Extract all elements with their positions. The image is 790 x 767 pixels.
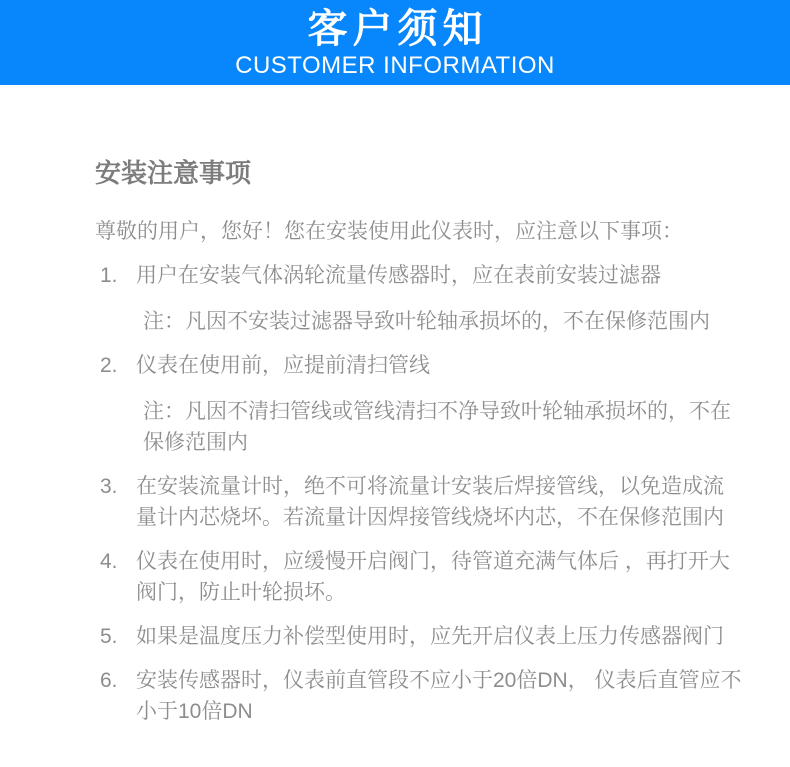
intro-text: 尊敬的用户，您好！您在安装使用此仪表时，应注意以下事项： xyxy=(95,220,683,243)
numbered-item-4 xyxy=(95,546,742,608)
item-number: 1. xyxy=(100,264,118,287)
item-text: 仪表在使用前，应提前清扫管线 xyxy=(136,354,430,377)
numbered-item-5 xyxy=(95,621,742,652)
page-subtitle: CUSTOMER INFORMATION xyxy=(235,52,555,80)
item-note-1: 注：凡因不安装过滤器导致叶轮轴承损坏的，不在保修范围内 xyxy=(143,310,710,333)
numbered-item-3 xyxy=(95,471,742,533)
notice-body xyxy=(0,155,790,727)
item-number: 4. xyxy=(100,550,118,573)
item-number: 5. xyxy=(100,625,118,648)
page-title: 客户须知 xyxy=(307,7,488,52)
item-note-2: 注：凡因不清扫管线或管线清扫不净导致叶轮轴承损坏的，不在保修范围内 xyxy=(143,400,731,454)
item-text: 在安装流量计时，绝不可将流量计安装后焊接管线，以免造成流量计内芯烧坏。若流量计因焊接管线烧坏内芯，不在保修范围内 xyxy=(136,475,724,529)
numbered-item-2 xyxy=(95,350,742,381)
header-banner xyxy=(0,0,790,85)
numbered-item-6 xyxy=(95,665,742,727)
item-number: 3. xyxy=(100,475,118,498)
item-number: 2. xyxy=(100,354,118,377)
item-text: 用户在安装气体涡轮流量传感器时，应在表前安装过滤器 xyxy=(136,264,661,287)
item-text: 安装传感器时，仪表前直管段不应小于20倍DN， 仪表后直管应不小于10倍DN xyxy=(136,669,742,723)
item-text: 如果是温度压力补偿型使用时，应先开启仪表上压力传感器阀门 xyxy=(136,625,724,648)
item-text: 仪表在使用时，应缓慢开启阀门，待管道充满气体后 ，再打开大阀门，防止叶轮损坏。 xyxy=(136,550,730,604)
section-heading: 安装注意事项 xyxy=(95,158,252,188)
item-number: 6. xyxy=(100,669,118,692)
numbered-item-1 xyxy=(95,260,742,291)
